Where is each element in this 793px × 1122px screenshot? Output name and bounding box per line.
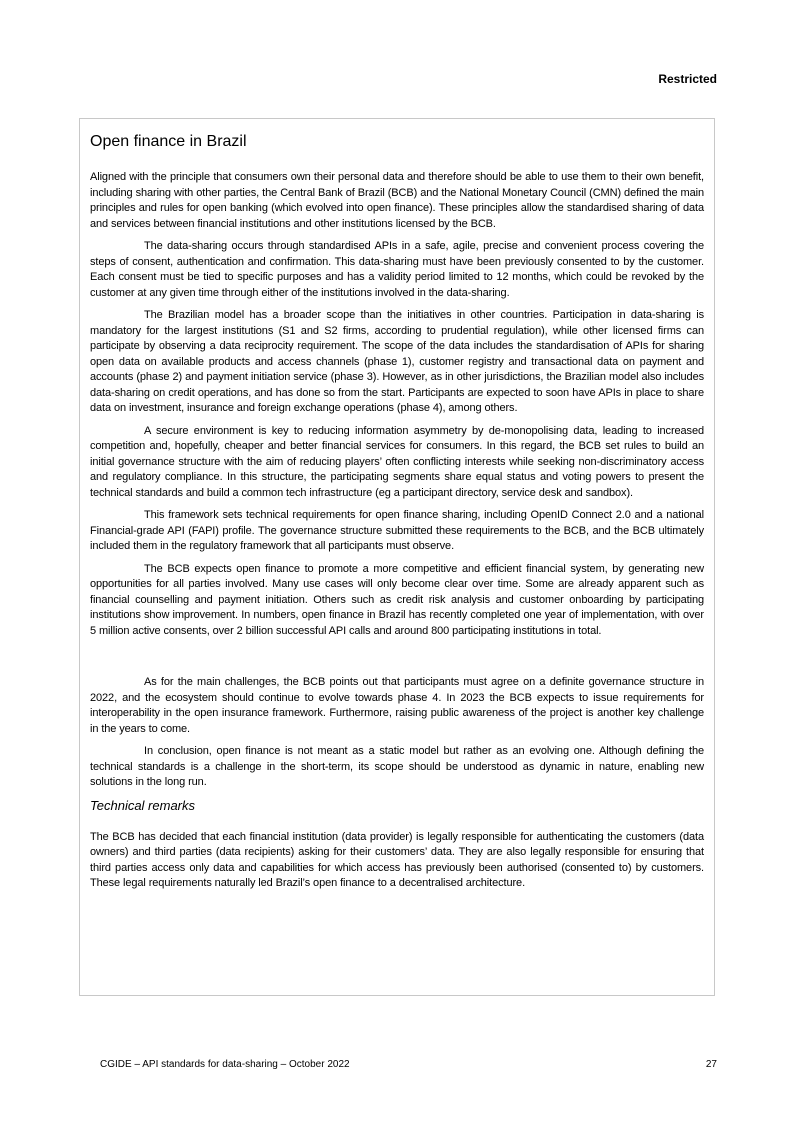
paragraph-spacer: [90, 646, 704, 675]
footer-source: CGIDE – API standards for data-sharing – October 2022: [100, 1059, 350, 1070]
paragraph-secure-environment: A secure environment is key to reducing information asymmetry by de-monopolising data, leading to increased competition and, hopefully, cheaper and better financial services for consumers. In this regard, the BCB set rules to build an initial governance structure with the aim of reducing players’ often conflicting interests while seeking non-discriminatory access and regulatory compliance. In this structure, the participating segments share equal status and voting powers to present the technical standards and build a common tech infrastructure (eg a participant directory, service desk and sandbox).: [90, 424, 704, 499]
classification-label: Restricted: [658, 72, 717, 86]
paragraph-intro: Aligned with the principle that consumers own their personal data and therefore should be able to use them to their own benefit, including sharing with other parties, the Central Bank of Brazil (BCB) and the National Monetary Council (CMN) defined the main principles and rules for open banking (which evolved into open finance). These principles allow the standardised sharing of data and services between financial institutions and other institutions licensed by the BCB.: [90, 171, 704, 230]
paragraph-data-sharing: The data-sharing occurs through standardised APIs in a safe, agile, precise and convenient process covering the steps of consent, authentication and confirmation. This data-sharing must have been previously consented to by the customer. Each consent must be tied to specific purposes and has a validity period limited to 12 months, which could be revoked by the customer at any given time through either of the institutions involved in the data-sharing.: [90, 240, 704, 299]
paragraph-challenges: As for the main challenges, the BCB points out that participants must agree on a definite governance structure in 2022, and the ecosystem should continue to evolve towards phase 4. In 2023 the BCB expects to issue requirements for interoperability in the open insurance framework. Furthermore, raising public awareness of the project is another key challenge in the years to come.: [90, 676, 704, 735]
page-number: 27: [705, 1059, 717, 1070]
paragraph-framework: This framework sets technical requirements for open finance sharing, including OpenID Connect 2.0 and a national Financial-grade API (FAPI) profile. The governance structure submitted these requirements to the BCB, and the BCB ultimately included them in the regulatory framework that all participants must observe.: [90, 509, 704, 552]
open-finance-brazil-box: [79, 118, 715, 996]
technical-remarks-heading: Technical remarks: [90, 797, 196, 813]
paragraph-brazilian-model: The Brazilian model has a broader scope than the initiatives in other countries. Participation in data-sharing is mandatory for the largest institutions (S1 and S2 firms, according to prudential regulation), while other licensed firms can participate by observing a data reciprocity requirement. The scope of the data includes the standardisation of APIs for sharing open data on available products and access channels (phase 1), customer registry and transactional data on payment and accounts (phase 2) and payment initiation service (phase 3). However, as in other jurisdictions, the Brazilian model also includes data-sharing on credit operations, and has done so from the start. Participants are expected to soon have APIs in place to share data on investment, insurance and foreign exchange operations (phase 4), among others.: [90, 309, 704, 414]
box-title: Open finance in Brazil: [90, 133, 247, 150]
paragraph-technical-remarks: The BCB has decided that each financial institution (data provider) is legally responsible for authenticating the customers (data owners) and third parties (data recipients) asking for their customers’ data. They are also legally responsible for ensuring that third parties access only data and capabilities for which access has previously been authorised (consented to) by customers. These legal requirements naturally led Brazil’s open finance to a decentralised architecture.: [90, 830, 704, 889]
paragraph-expectations: The BCB expects open finance to promote a more competitive and efficient financial system, by generating new opportunities for all parties involved. Many use cases will only become clear over time. Some are already apparent such as financial counselling and payment initiation. Others such as credit risk analysis and customer onboarding by participating institutions show improvement. In numbers, open finance in Brazil has recently completed one year of implementation, with over 5 million active consents, over 2 billion successful API calls and around 800 participating institutions in total.: [90, 562, 704, 637]
paragraph-conclusion: In conclusion, open finance is not meant as a static model but rather as an evolving one. Although defining the technical standards is a challenge in the short-term, its scope should be understood as dynamic in nature, enabling new solutions in the long run.: [90, 745, 704, 788]
